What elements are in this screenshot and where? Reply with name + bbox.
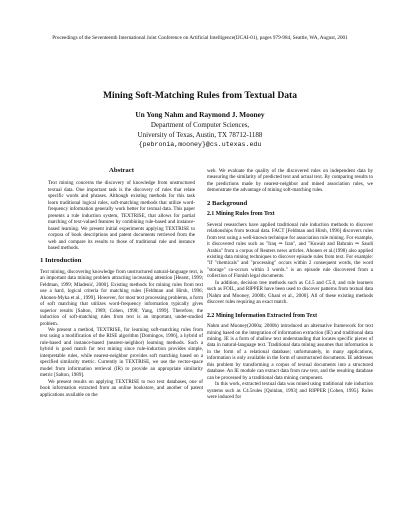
abstract-text: Text mining concerns the discovery of knowledge from unstructured textual data. One important task is the discovery of rules that relate specific words and phrases. Although existing methods for this task learn traditional logical rules, soft-matching methods that utilize word-frequency information generally work better for textual data. This paper presents a rule induction system, TEXTRISE, that allows for partial matching of text-valued features by combining rule-based and instance-based learning. We present initial experiments applying TEXTRISE to corpora of book descriptions and patent documents retrieved from the web and compare its results to those of traditional rule and instance based methods.	[48, 180, 195, 251]
background-paragraph-4: In this work, extracted textual data was mined using traditional rule induction systems such as C4.5rules [Quinlan, 1993] and RIPPER [Cohen, 1995]. Rules were induced for	[207, 381, 373, 401]
background-paragraph-3: Nahm and Mooney(2000a; 2000b) introduced an alternative framework for text mining based on the integration of information extraction (IE) and traditional data mining. IE is a form of shallow text understanding that locates specific pieces of data in natural-language text. Traditional data mining assumes that information is in the form of a relational database; unfortunately, in many applications, information is only available in the form of unstructured documents. IE addresses this problem by transforming a corpus of textual documents into a structured database. An IE module can extract data from raw text, and the resulting database can be processed by a traditional data mining component.	[207, 323, 373, 381]
paper-title: Mining Soft-Matching Rules from Textual Data	[102, 90, 298, 101]
affiliation-univ: University of Texas, Austin, TX 78712-1188	[137, 131, 263, 139]
subsection-2-2-heading: 2.2 Mining Information Extracted from Text	[207, 312, 318, 319]
proceedings-line: Proceedings of the Seventeenth International Joint Conference on Artificial Intelligence(IJCAI-01), pages 979-984, Seattle, WA, August, 2001	[52, 35, 348, 41]
intro-heading: 1 Introduction	[40, 257, 82, 265]
background-paragraph-1: Several researchers have applied traditional rule induction methods to discover relationships from textual data. FACT [Feldman and Hirsh, 1996] discovers rules from text using a well-known technique for association rule mining. For example, it discovered rules such as "Iraq ⇒ Iran", and "Kuwait and Bahrain ⇒ Saudi Arabia" from a corpus of Reuters news articles. Ahonen et al.(1998) also applied existing data mining techniques to discover episode rules from text. For example: "If "chemicals" and "processing" occurs within 2 consequent words, the word "storage" co-occurs within 3 words." is an episode rule discovered from a collection of Finnish legal documents.	[207, 221, 373, 280]
intro-continued: web. We evaluate the quality of the discovered rules on independent data by measuring the similarity of predicted text and actual text. By comparing results to the predictions made by nearest-neighbor and mined association rules, we demonstrate the advantage of mining soft-matching rules.	[207, 168, 373, 194]
intro-paragraph-3: We present results on applying TEXTRISE to two text databases, one of book information extracted from an online bookstore, and another of patent applications available on the	[40, 378, 203, 398]
abstract-body	[40, 180, 203, 251]
background-paragraph-2: In addition, decision tree methods such as C4.5 and C5.0, and rule learners such as FOIL, and RIPPER have been used to discover patterns from textual data [Nahm and Mooney, 2000b; Ghani et al., 2000]. All of these existing methods discover rules requiring an exact match.	[207, 279, 373, 306]
intro-paragraph-1: Text mining, discovering knowledge from unstructured natural-language text, is an important data mining problem attracting increasing attention [Hearst, 1999; Feldman, 1999; Mladenić, 2000]. Existing methods for mining rules from text use a hard, logical criteria for matching rules [Feldman and Hirsh, 1996; Ahonen-Myka et al., 1999]. However, for most text processing problems, a form of soft matching that utilizes word-frequency information typically gives superior results [Salton, 1989; Cohen, 1998; Yang, 1999]. Therefore, the induction of soft-matching rules from text is an important, under-studied problem.	[40, 268, 203, 327]
authors: Un Yong Nahm and Raymond J. Mooney	[135, 110, 265, 119]
subsection-2-1-heading: 2.1 Mining Rules from Text	[207, 211, 275, 218]
right-column	[207, 168, 373, 401]
background-heading: 2 Background	[207, 199, 248, 207]
abstract-heading: Abstract	[109, 167, 134, 174]
affiliation-dept: Department of Computer Sciences,	[150, 121, 250, 129]
left-column	[40, 168, 203, 398]
author-email: {pebronia,mooney}@cs.utexas.edu	[138, 141, 262, 148]
intro-paragraph-2: We present a method, TEXTRISE, for learning soft-matching rules from text using a modification of the RISE algorithm [Domingos, 1996], a hybrid of rule-based and instance-based (nearest-neighbor) learning methods. Such a hybrid is good match for text mining since rule-induction provides simple, interpretable rules, while nearest-neighbor provides soft matching based on a specified similarity metric. Currently in TEXTRISE, we use the vector-space model from information retrieval (IR) to provide an appropriate similarity metric [Salton, 1989].	[40, 326, 203, 379]
